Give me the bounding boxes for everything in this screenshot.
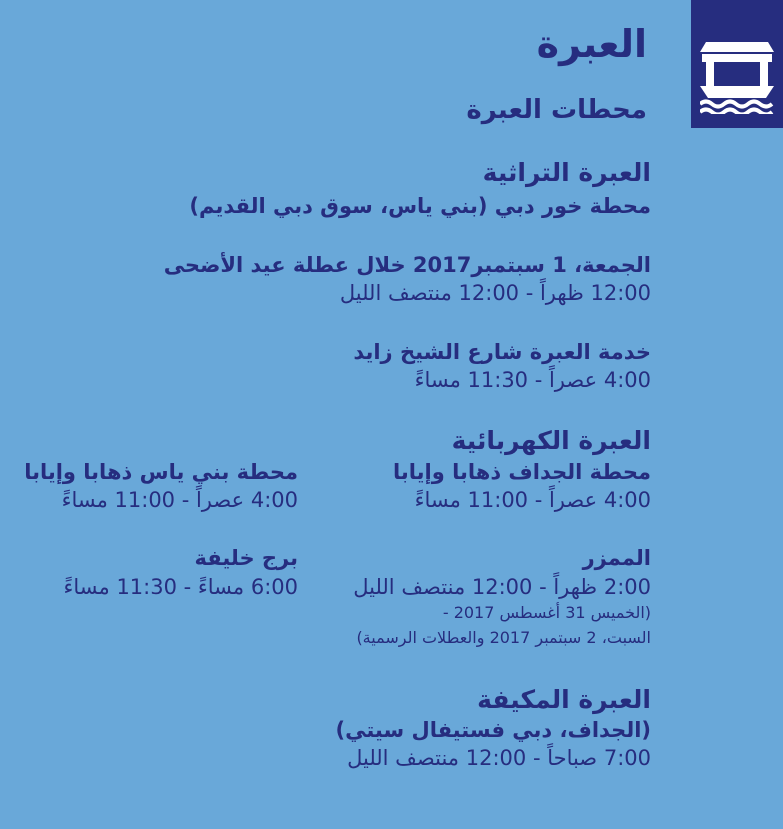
page-subtitle: محطات العبرة — [466, 95, 647, 125]
ac-abra-hours: 7:00 صباحاً - 12:00 منتصف الليل — [347, 746, 651, 770]
traditional-special-hours: 12:00 ظهراً - 12:00 منتصف الليل — [339, 281, 651, 305]
abra-icon-box — [691, 0, 783, 128]
jaddaf-station-hours: 4:00 عصراً - 11:00 مساءً — [414, 488, 651, 512]
mamzar-note-line-2: السبت، 2 سبتمبر 2017 والعطلات الرسمية) — [356, 628, 651, 647]
sheikh-zayed-service-name: خدمة العبرة شارع الشيخ زايد — [353, 340, 651, 364]
sheikh-zayed-service-hours: 4:00 عصراً - 11:30 مساءً — [414, 368, 651, 392]
electric-abra-heading: العبرة الكهربائية — [451, 426, 651, 455]
traditional-abra-station: محطة خور دبي (بني ياس، سوق دبي القديم) — [189, 194, 651, 218]
mamzar-hours: 2:00 ظهراً - 12:00 منتصف الليل — [353, 575, 651, 599]
burj-khalifa-hours: 6:00 مساءً - 11:30 مساءً — [63, 575, 298, 599]
baniyas-station-name: محطة بني ياس ذهابا وإيابا — [24, 460, 298, 484]
burj-khalifa-name: برج خليفة — [194, 546, 298, 570]
ac-abra-heading: العبرة المكيفة — [477, 685, 651, 714]
baniyas-station-hours: 4:00 عصراً - 11:00 مساءً — [61, 488, 298, 512]
ac-abra-station: (الجداف، دبي فستيفال سيتي) — [335, 718, 651, 742]
traditional-special-date: الجمعة، 1 سبتمبر2017 خلال عطلة عيد الأضحى — [163, 253, 651, 277]
mamzar-note-line-1: (الخميس 31 أغسطس 2017 - — [442, 603, 651, 622]
jaddaf-station-name: محطة الجداف ذهابا وإيابا — [393, 460, 651, 484]
abra-boat-icon — [700, 42, 774, 114]
traditional-abra-heading: العبرة التراثية — [482, 158, 651, 187]
mamzar-name: الممزر — [582, 546, 651, 570]
page-title: العبرة — [536, 22, 647, 66]
